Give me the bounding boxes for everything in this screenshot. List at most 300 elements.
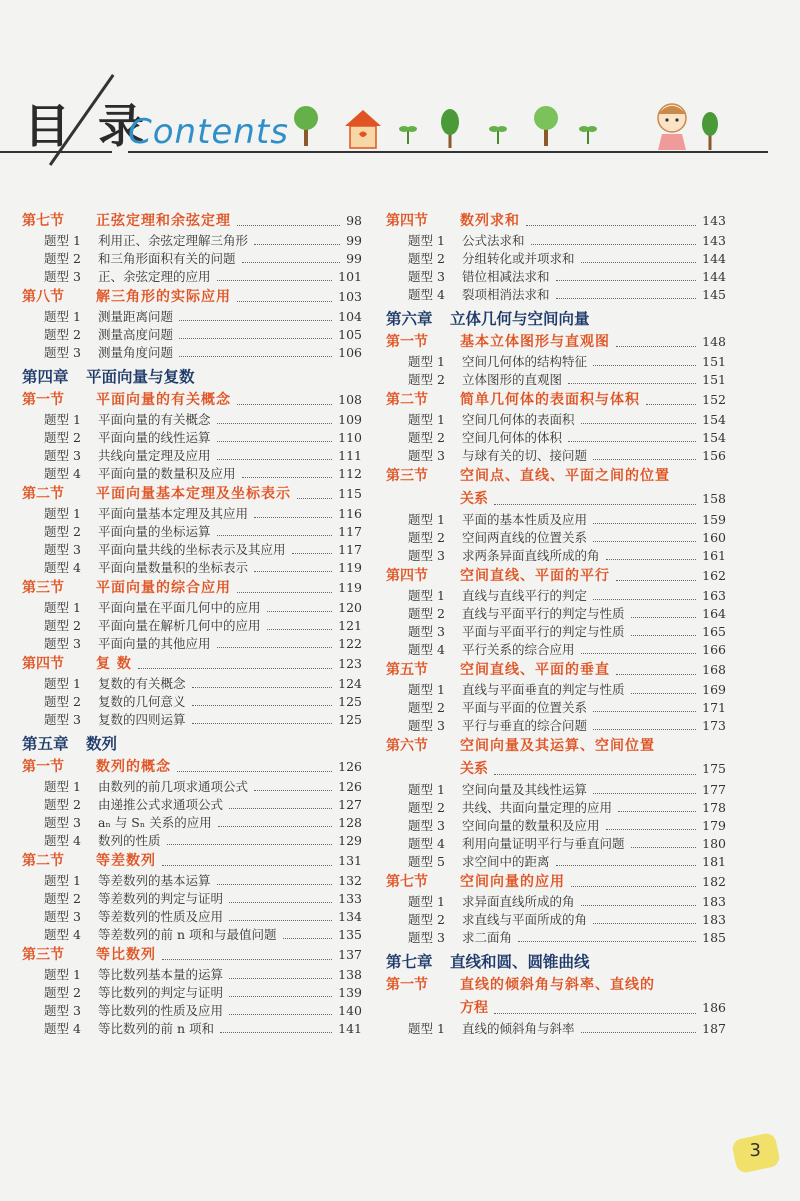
toc-type-label: 题型 1 (408, 894, 445, 909)
toc-type-title: 求异面直线所成的角 (462, 894, 575, 909)
toc-section-row[interactable] (22, 483, 362, 505)
toc-leader-dots (593, 923, 696, 924)
toc-section-label: 第二节 (22, 853, 64, 869)
toc-section-row[interactable] (386, 210, 726, 232)
toc-page-number: 160 (702, 530, 726, 545)
leaf-tree-icon (702, 112, 718, 150)
toc-type-row[interactable] (22, 559, 362, 577)
toc-leader-dots (494, 1013, 696, 1014)
toc-type-title: 测量距离问题 (98, 309, 174, 324)
toc-type-title: aₙ 与 Sₙ 关系的应用 (98, 815, 212, 830)
toc-page-number: 129 (338, 833, 362, 848)
toc-type-label: 题型 2 (408, 530, 445, 545)
toc-leader-dots (606, 559, 696, 560)
toc-leader-dots (283, 938, 332, 939)
toc-type-row[interactable] (22, 1020, 362, 1038)
toc-page-number: 126 (338, 779, 362, 794)
toc-type-label: 题型 2 (44, 797, 81, 812)
toc-type-label: 题型 2 (44, 985, 81, 1000)
toc-type-label: 题型 3 (44, 269, 81, 284)
toc-page-number: 98 (346, 213, 362, 228)
toc-type-row[interactable] (22, 523, 362, 541)
toc-leader-dots (242, 477, 332, 478)
toc-type-label: 题型 3 (408, 718, 445, 733)
tree-icon (294, 106, 318, 146)
toc-section-label: 第一节 (22, 759, 64, 775)
toc-type-label: 题型 3 (408, 624, 445, 639)
toc-type-row[interactable] (386, 817, 726, 835)
toc-cont-row[interactable] (386, 757, 726, 781)
toc-section-title: 平面向量基本定理及坐标表示 (96, 486, 291, 502)
toc-page-number: 104 (338, 309, 362, 324)
toc-cont-title: 关系 (460, 491, 488, 507)
toc-leader-dots (237, 225, 340, 226)
toc-leader-dots (229, 1014, 332, 1015)
toc-type-row[interactable] (22, 308, 362, 326)
toc-section-row[interactable] (386, 465, 726, 487)
toc-type-title: 平面向量数量积的坐标表示 (98, 560, 249, 575)
toc-section-label: 第六节 (386, 738, 428, 754)
page-title-zh: 目 录 (24, 99, 151, 153)
toc-type-title: 与球有关的切、接问题 (462, 448, 588, 463)
toc-cont-title: 方程 (460, 1000, 488, 1016)
toc-type-row[interactable] (22, 711, 362, 729)
toc-leader-dots (606, 829, 696, 830)
toc-type-row[interactable] (22, 635, 362, 653)
toc-page-number: 135 (338, 927, 362, 942)
toc-chapter-row[interactable] (22, 732, 362, 756)
toc-page-number: 182 (702, 874, 726, 889)
toc-page-number: 127 (338, 797, 362, 812)
toc-type-row[interactable] (386, 929, 726, 947)
toc-type-row[interactable] (386, 781, 726, 799)
toc-section-row[interactable] (22, 577, 362, 599)
toc-type-title: 平面向量共线的坐标表示及其应用 (98, 542, 286, 557)
toc-type-title: 复数的几何意义 (98, 694, 186, 709)
toc-type-row[interactable] (22, 617, 362, 635)
toc-type-row[interactable] (22, 250, 362, 268)
toc-type-title: 共线向量定理及应用 (98, 448, 211, 463)
toc-leader-dots (229, 978, 332, 979)
toc-type-row[interactable] (22, 326, 362, 344)
leaf-tree-icon (441, 109, 459, 148)
toc-section-row[interactable] (22, 756, 362, 778)
toc-type-row[interactable] (22, 1002, 362, 1020)
toc-leader-dots (593, 729, 696, 730)
toc-type-label: 题型 3 (44, 345, 81, 360)
toc-type-row[interactable] (386, 529, 726, 547)
toc-type-row[interactable] (386, 371, 726, 389)
toc-type-title: 平面向量的数量积及应用 (98, 466, 236, 481)
toc-leader-dots (593, 793, 696, 794)
toc-type-row[interactable] (386, 911, 726, 929)
toc-type-label: 题型 3 (408, 269, 445, 284)
toc-leader-dots (218, 826, 332, 827)
toc-type-row[interactable] (22, 872, 362, 890)
toc-page-number: 122 (338, 636, 362, 651)
toc-section-row[interactable] (386, 659, 726, 681)
toc-page-number: 120 (338, 600, 362, 615)
toc-leader-dots (179, 356, 332, 357)
toc-section-label: 第二节 (386, 392, 428, 408)
toc-type-row[interactable] (22, 890, 362, 908)
toc-section-row[interactable] (22, 286, 362, 308)
toc-type-title: 求直线与平面所成的角 (462, 912, 588, 927)
toc-leader-dots (568, 441, 696, 442)
toc-type-title: 空间向量的数量积及应用 (462, 818, 600, 833)
toc-leader-dots (556, 280, 696, 281)
toc-type-row[interactable] (386, 547, 726, 565)
toc-page-number: 132 (338, 873, 362, 888)
toc-page-number: 152 (702, 392, 726, 407)
toc-page-number: 99 (346, 251, 362, 266)
toc-page-number: 108 (338, 392, 362, 407)
toc-type-row[interactable] (386, 250, 726, 268)
toc-type-label: 题型 4 (408, 642, 445, 657)
toc-type-title: 和三角形面积有关的问题 (98, 251, 236, 266)
toc-type-label: 题型 4 (44, 466, 81, 481)
toc-chapter-row[interactable] (22, 365, 362, 389)
toc-section-label: 第八节 (22, 289, 64, 305)
toc-section-label: 第二节 (22, 486, 64, 502)
toc-type-title: 平面向量在解析几何中的应用 (98, 618, 261, 633)
toc-type-title: 裂项相消法求和 (462, 287, 550, 302)
toc-section-title: 数列求和 (460, 213, 520, 229)
toc-leader-dots (138, 668, 332, 669)
toc-leader-dots (593, 459, 696, 460)
toc-type-row[interactable] (22, 411, 362, 429)
toc-type-title: 公式法求和 (462, 233, 525, 248)
toc-leader-dots (237, 592, 332, 593)
toc-cont-row[interactable] (386, 487, 726, 511)
toc-leader-dots (179, 338, 332, 339)
toc-type-label: 题型 3 (44, 636, 81, 651)
toc-type-row[interactable] (386, 717, 726, 735)
toc-type-row[interactable] (22, 966, 362, 984)
toc-type-label: 题型 3 (408, 818, 445, 833)
toc-type-label: 题型 1 (44, 873, 81, 888)
toc-section-title: 空间直线、平面的平行 (460, 568, 610, 584)
toc-page-number: 144 (702, 269, 726, 284)
toc-section-label: 第四节 (386, 213, 428, 229)
toc-type-title: 平面向量基本定理及其应用 (98, 506, 249, 521)
toc-section-label: 第三节 (22, 580, 64, 596)
toc-type-row[interactable] (22, 541, 362, 559)
toc-leader-dots (531, 244, 696, 245)
toc-leader-dots (616, 580, 696, 581)
toc-type-row[interactable] (22, 505, 362, 523)
toc-leader-dots (254, 571, 332, 572)
toc-chapter-label: 第七章 (386, 952, 433, 971)
toc-type-label: 题型 3 (408, 548, 445, 563)
toc-page-number: 185 (702, 930, 726, 945)
page-title-en: Contents (128, 112, 289, 152)
toc-type-row[interactable] (22, 984, 362, 1002)
toc-leader-dots (593, 599, 696, 600)
toc-type-label: 题型 2 (44, 327, 81, 342)
toc-type-row[interactable] (386, 699, 726, 717)
toc-page-number: 154 (702, 412, 726, 427)
toc-page-number: 121 (338, 618, 362, 633)
toc-type-title: 错位相减法求和 (462, 269, 550, 284)
toc-type-row[interactable] (22, 344, 362, 362)
toc-type-label: 题型 3 (44, 909, 81, 924)
toc-page-number: 156 (702, 448, 726, 463)
toc-page-number: 139 (338, 985, 362, 1000)
toc-page-number: 183 (702, 912, 726, 927)
toc-type-label: 题型 3 (44, 448, 81, 463)
toc-leader-dots (581, 423, 696, 424)
toc-type-title: 求空间中的距离 (462, 854, 550, 869)
toc-type-label: 题型 1 (44, 779, 81, 794)
toc-section-label: 第四节 (22, 656, 64, 672)
toc-type-title: 平面向量的其他应用 (98, 636, 211, 651)
toc-type-row[interactable] (386, 232, 726, 250)
header (0, 60, 800, 170)
toc-type-label: 题型 1 (44, 233, 81, 248)
toc-section-title: 空间直线、平面的垂直 (460, 662, 610, 678)
toc-section-title: 数列的概念 (96, 759, 171, 775)
toc-type-row[interactable] (386, 429, 726, 447)
toc-type-row[interactable] (386, 268, 726, 286)
toc-type-row[interactable] (22, 232, 362, 250)
toc-leader-dots (581, 262, 696, 263)
toc-type-title: 测量高度问题 (98, 327, 174, 342)
toc-page-number: 111 (338, 448, 362, 463)
toc-type-label: 题型 4 (408, 287, 445, 302)
toc-type-title: 分组转化或并项求和 (462, 251, 575, 266)
toc-type-title: 空间几何体的体积 (462, 430, 563, 445)
toc-section-row[interactable] (386, 735, 726, 757)
toc-type-label: 题型 5 (408, 854, 445, 869)
toc-page-number: 128 (338, 815, 362, 830)
toc-type-title: 平行关系的综合应用 (462, 642, 575, 657)
toc-type-row[interactable] (22, 429, 362, 447)
toc-type-label: 题型 2 (408, 800, 445, 815)
toc-section-row[interactable] (386, 871, 726, 893)
toc-page-number: 162 (702, 568, 726, 583)
toc-leader-dots (631, 635, 696, 636)
toc-page-number: 151 (702, 372, 726, 387)
toc-page-number: 115 (338, 486, 362, 501)
toc-type-row[interactable] (386, 447, 726, 465)
toc-type-label: 题型 3 (44, 712, 81, 727)
toc-section-row[interactable] (22, 944, 362, 966)
toc-type-row[interactable] (386, 511, 726, 529)
toc-page-number: 186 (702, 1000, 726, 1015)
toc-page-number: 106 (338, 345, 362, 360)
toc-type-label: 题型 2 (44, 524, 81, 539)
toc-type-row[interactable] (22, 447, 362, 465)
toc-type-row[interactable] (22, 465, 362, 483)
toc-type-label: 题型 1 (408, 233, 445, 248)
toc-section-row[interactable] (386, 389, 726, 411)
toc-type-row[interactable] (22, 778, 362, 796)
toc-section-row[interactable] (386, 565, 726, 587)
toc-leader-dots (616, 674, 696, 675)
toc-type-title: 空间两直线的位置关系 (462, 530, 588, 545)
toc-type-title: 测量角度问题 (98, 345, 174, 360)
toc-leader-dots (162, 865, 332, 866)
page-number-badge (731, 1132, 781, 1174)
toc-type-label: 题型 1 (408, 1021, 445, 1036)
toc-section-row[interactable] (22, 850, 362, 872)
toc-leader-dots (618, 811, 696, 812)
toc-section-label: 第七节 (386, 874, 428, 890)
toc-page-number: 151 (702, 354, 726, 369)
toc-section-title: 空间向量及其运算、空间位置 (460, 738, 655, 754)
toc-type-row[interactable] (386, 799, 726, 817)
toc-type-label: 题型 3 (44, 815, 81, 830)
toc-type-row[interactable] (386, 587, 726, 605)
toc-page-number: 173 (702, 718, 726, 733)
toc-leader-dots (229, 902, 332, 903)
toc-type-row[interactable] (22, 693, 362, 711)
toc-leader-dots (229, 920, 332, 921)
toc-chapter-title: 平面向量与复数 (86, 367, 195, 386)
toc-type-label: 题型 1 (44, 412, 81, 427)
toc-page-number: 178 (702, 800, 726, 815)
toc-page-number: 117 (338, 524, 362, 539)
toc-type-label: 题型 1 (408, 682, 445, 697)
toc-page-number: 181 (702, 854, 726, 869)
toc-type-label: 题型 3 (44, 542, 81, 557)
toc-type-label: 题型 1 (44, 600, 81, 615)
toc-type-title: 直线与平面平行的判定与性质 (462, 606, 625, 621)
toc-type-row[interactable] (22, 796, 362, 814)
toc-type-row[interactable] (386, 1020, 726, 1038)
toc-section-title: 解三角形的实际应用 (96, 289, 231, 305)
tree-icon (534, 106, 558, 146)
toc-page-number: 101 (338, 269, 362, 284)
toc-section-row[interactable] (386, 331, 726, 353)
toc-type-title: 利用正、余弦定理解三角形 (98, 233, 249, 248)
toc-type-row[interactable] (22, 926, 362, 944)
toc-cont-row[interactable] (386, 996, 726, 1020)
toc-section-row[interactable] (22, 210, 362, 232)
toc-type-label: 题型 1 (408, 354, 445, 369)
toc-page-number: 140 (338, 1003, 362, 1018)
toc-chapter-title: 直线和圆、圆锥曲线 (450, 952, 590, 971)
toc-section-label: 第三节 (22, 947, 64, 963)
toc-page-number: 183 (702, 894, 726, 909)
toc-leader-dots (217, 647, 332, 648)
toc-type-row[interactable] (22, 814, 362, 832)
toc-type-row[interactable] (386, 853, 726, 871)
toc-section-row[interactable] (22, 653, 362, 675)
toc-chapter-row[interactable] (386, 950, 726, 974)
toc-type-label: 题型 4 (44, 927, 81, 942)
toc-page-number: 109 (338, 412, 362, 427)
toc-type-row[interactable] (22, 675, 362, 693)
toc-page-number: 179 (702, 818, 726, 833)
toc-type-row[interactable] (22, 908, 362, 926)
toc-type-row[interactable] (386, 835, 726, 853)
toc-leader-dots (631, 693, 696, 694)
toc-type-row[interactable] (386, 893, 726, 911)
toc-page-number: 143 (702, 213, 726, 228)
toc-leader-dots (646, 404, 696, 405)
toc-type-row[interactable] (386, 286, 726, 304)
toc-type-title: 由递推公式求通项公式 (98, 797, 224, 812)
toc-page-number: 144 (702, 251, 726, 266)
toc-type-row[interactable] (386, 605, 726, 623)
toc-section-title: 空间向量的应用 (460, 874, 565, 890)
toc-page-number: 168 (702, 662, 726, 677)
toc-section-title: 正弦定理和余弦定理 (96, 213, 231, 229)
decoration-illustration (290, 100, 730, 156)
toc-section-title: 简单几何体的表面积与体积 (460, 392, 640, 408)
toc-section-row[interactable] (22, 389, 362, 411)
toc-type-row[interactable] (22, 268, 362, 286)
toc-type-title: 平面向量的有关概念 (98, 412, 211, 427)
toc-section-title: 空间点、直线、平面之间的位置 (460, 468, 670, 484)
toc-type-label: 题型 2 (44, 694, 81, 709)
toc-type-row[interactable] (386, 623, 726, 641)
toc-leader-dots (192, 687, 332, 688)
toc-leader-dots (593, 365, 696, 366)
toc-type-title: 等差数列的判定与证明 (98, 891, 224, 906)
toc-type-title: 由数列的前几项求通项公式 (98, 779, 249, 794)
toc-type-row[interactable] (386, 411, 726, 429)
toc-leader-dots (254, 517, 332, 518)
toc-leader-dots (571, 886, 696, 887)
toc-type-row[interactable] (386, 681, 726, 699)
toc-leader-dots (526, 225, 696, 226)
toc-type-label: 题型 1 (408, 512, 445, 527)
toc-page-number: 169 (702, 682, 726, 697)
toc-page-number: 159 (702, 512, 726, 527)
toc-page-number: 165 (702, 624, 726, 639)
toc-leader-dots (581, 905, 696, 906)
toc-type-row[interactable] (22, 832, 362, 850)
toc-type-title: 正、余弦定理的应用 (98, 269, 211, 284)
toc-page-number: 175 (702, 761, 726, 776)
toc-type-title: 复数的有关概念 (98, 676, 186, 691)
toc-type-row[interactable] (386, 353, 726, 371)
toc-chapter-row[interactable] (386, 307, 726, 331)
toc-leader-dots (217, 535, 332, 536)
toc-leader-dots (229, 808, 332, 809)
toc-page-number: 119 (338, 560, 362, 575)
toc-type-title: 求二面角 (462, 930, 513, 945)
toc-type-row[interactable] (22, 599, 362, 617)
toc-type-label: 题型 2 (408, 372, 445, 387)
toc-type-label: 题型 3 (44, 1003, 81, 1018)
toc-type-title: 平面向量在平面几何中的应用 (98, 600, 261, 615)
toc-page-number: 138 (338, 967, 362, 982)
toc-type-label: 题型 4 (44, 833, 81, 848)
toc-type-title: 等差数列的前 n 项和与最值问题 (98, 927, 277, 942)
toc-leader-dots (237, 301, 332, 302)
toc-leader-dots (254, 244, 340, 245)
toc-section-row[interactable] (386, 974, 726, 996)
toc-type-title: 平面向量的坐标运算 (98, 524, 211, 539)
toc-leader-dots (177, 771, 332, 772)
toc-type-row[interactable] (386, 641, 726, 659)
toc-type-title: 立体图形的直观图 (462, 372, 563, 387)
toc-type-title: 直线与平面垂直的判定与性质 (462, 682, 625, 697)
toc-type-title: 等比数列的判定与证明 (98, 985, 224, 1000)
toc-type-label: 题型 2 (44, 891, 81, 906)
toc-page-number: 187 (702, 1021, 726, 1036)
toc-type-label: 题型 1 (408, 588, 445, 603)
toc-leader-dots (229, 996, 332, 997)
sprout-icon (489, 126, 507, 144)
toc-page-number: 137 (338, 947, 362, 962)
toc-type-title: 等比数列基本量的运算 (98, 967, 224, 982)
toc-page-number: 143 (702, 233, 726, 248)
